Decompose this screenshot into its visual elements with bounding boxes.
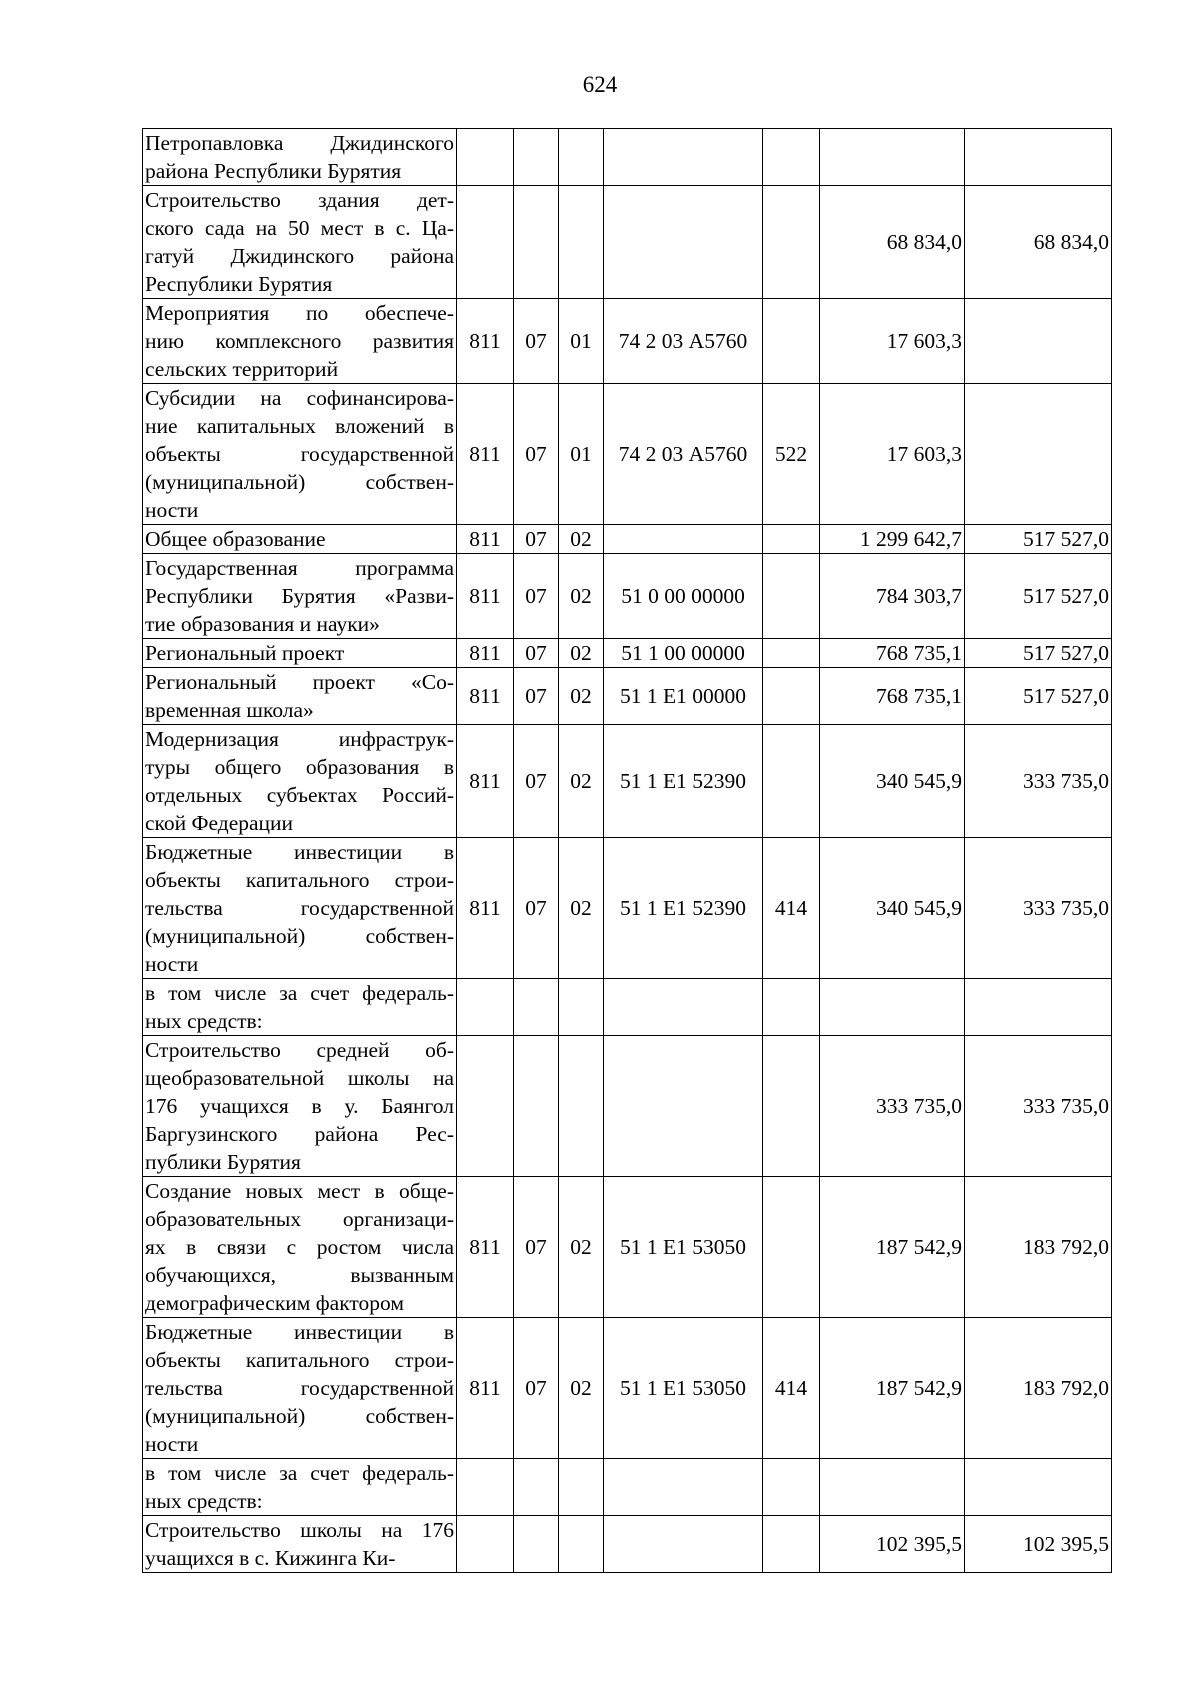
- federal-amount-cell: 517 527,0: [965, 668, 1112, 725]
- row-name-line: (муниципальной) собствен-: [145, 1404, 454, 1428]
- row-name-line: объекты капитального строи-: [145, 1348, 454, 1372]
- subsection-code-cell: 01: [559, 299, 604, 384]
- table-row: [143, 1177, 1112, 1318]
- row-name-line: ях в связи с ростом числа: [145, 1235, 454, 1259]
- admin-code-cell: 811: [457, 668, 514, 725]
- section-code-cell: [514, 129, 559, 186]
- section-code-cell: 07: [514, 1177, 559, 1318]
- table-row: [143, 725, 1112, 838]
- section-code-cell: 07: [514, 668, 559, 725]
- admin-code-cell: 811: [457, 639, 514, 668]
- section-code-cell: 07: [514, 384, 559, 525]
- row-name-line: в том числе за счет федераль-: [145, 981, 454, 1005]
- row-name-line: Государственная программа: [145, 556, 454, 580]
- expense-type-cell: [763, 725, 820, 838]
- table-body: [143, 129, 1112, 1573]
- row-name-line: ского сада на 50 мест в с. Ца-: [145, 216, 454, 240]
- admin-code-cell: 811: [457, 554, 514, 639]
- total-amount-cell: 784 303,7: [820, 554, 965, 639]
- subsection-code-cell: 02: [559, 668, 604, 725]
- federal-amount-cell: 517 527,0: [965, 525, 1112, 554]
- section-code-cell: [514, 1516, 559, 1573]
- total-amount-cell: 340 545,9: [820, 725, 965, 838]
- row-name-cell: [143, 1318, 457, 1459]
- row-name-line: Региональный проект: [145, 641, 345, 665]
- row-name-cell: [143, 1516, 457, 1573]
- target-article-cell: [604, 1036, 763, 1177]
- expense-type-cell: [763, 1459, 820, 1516]
- row-name-line: публики Бурятия: [145, 1150, 301, 1174]
- target-article-cell: [604, 1516, 763, 1573]
- row-name-line: ской Федерации: [145, 811, 294, 835]
- subsection-code-cell: 02: [559, 1177, 604, 1318]
- expense-type-cell: 414: [763, 838, 820, 979]
- subsection-code-cell: 02: [559, 525, 604, 554]
- subsection-code-cell: [559, 1036, 604, 1177]
- section-code-cell: 07: [514, 525, 559, 554]
- subsection-code-cell: 02: [559, 639, 604, 668]
- target-article-cell: 51 1 E1 52390: [604, 838, 763, 979]
- row-name-cell: [143, 1459, 457, 1516]
- row-name-line: ности: [145, 952, 199, 976]
- admin-code-cell: 811: [457, 838, 514, 979]
- federal-amount-cell: [965, 1459, 1112, 1516]
- row-name-line: отдельных субъектах Россий-: [145, 783, 454, 807]
- budget-table: [142, 128, 1112, 1573]
- row-name-line: обучающихся, вызванным: [145, 1263, 454, 1287]
- row-name-line: Мероприятия по обеспече-: [145, 301, 454, 325]
- target-article-cell: [604, 1459, 763, 1516]
- table-row: [143, 979, 1112, 1036]
- row-name-line: Строительство здания дет-: [145, 188, 454, 212]
- row-name-line: образовательных организаци-: [145, 1207, 454, 1231]
- federal-amount-cell: 183 792,0: [965, 1318, 1112, 1459]
- row-name-line: (муниципальной) собствен-: [145, 470, 454, 494]
- row-name-line: временная школа»: [145, 698, 314, 722]
- section-code-cell: 07: [514, 639, 559, 668]
- total-amount-cell: 102 395,5: [820, 1516, 965, 1573]
- row-name-line: района Республики Бурятия: [145, 159, 402, 183]
- admin-code-cell: 811: [457, 525, 514, 554]
- section-code-cell: 07: [514, 725, 559, 838]
- total-amount-cell: 768 735,1: [820, 668, 965, 725]
- total-amount-cell: [820, 979, 965, 1036]
- table-row: [143, 129, 1112, 186]
- federal-amount-cell: 333 735,0: [965, 725, 1112, 838]
- target-article-cell: [604, 525, 763, 554]
- expense-type-cell: [763, 1516, 820, 1573]
- row-name-line: ных средств:: [145, 1009, 263, 1033]
- target-article-cell: [604, 129, 763, 186]
- admin-code-cell: [457, 186, 514, 299]
- target-article-cell: 74 2 03 А5760: [604, 299, 763, 384]
- federal-amount-cell: [965, 299, 1112, 384]
- federal-amount-cell: 183 792,0: [965, 1177, 1112, 1318]
- section-code-cell: [514, 1459, 559, 1516]
- admin-code-cell: 811: [457, 384, 514, 525]
- row-name-line: сельских территорий: [145, 357, 339, 381]
- admin-code-cell: 811: [457, 299, 514, 384]
- subsection-code-cell: [559, 1516, 604, 1573]
- federal-amount-cell: 333 735,0: [965, 1036, 1112, 1177]
- section-code-cell: [514, 186, 559, 299]
- row-name-cell: [143, 554, 457, 639]
- row-name-line: Строительство средней об-: [145, 1038, 454, 1062]
- expense-type-cell: [763, 1036, 820, 1177]
- table-row: [143, 186, 1112, 299]
- row-name-line: Строительство школы на 176: [145, 1518, 454, 1542]
- row-name-line: Баргузинского района Рес-: [145, 1122, 454, 1146]
- target-article-cell: 51 1 00 00000: [604, 639, 763, 668]
- subsection-code-cell: 02: [559, 725, 604, 838]
- federal-amount-cell: 333 735,0: [965, 838, 1112, 979]
- table-row: [143, 838, 1112, 979]
- admin-code-cell: 811: [457, 1177, 514, 1318]
- row-name-line: туры общего образования в: [145, 755, 454, 779]
- row-name-line: объекты капитального строи-: [145, 868, 454, 892]
- row-name-line: Создание новых мест в обще-: [145, 1179, 454, 1203]
- row-name-line: (муниципальной) собствен-: [145, 924, 454, 948]
- target-article-cell: 51 1 E1 53050: [604, 1318, 763, 1459]
- row-name-line: демографическим фактором: [145, 1291, 404, 1315]
- table-row: [143, 1459, 1112, 1516]
- row-name-line: ных средств:: [145, 1489, 263, 1513]
- subsection-code-cell: [559, 129, 604, 186]
- row-name-line: нию комплексного развития: [145, 329, 454, 353]
- row-name-cell: [143, 299, 457, 384]
- total-amount-cell: 1 299 642,7: [820, 525, 965, 554]
- target-article-cell: [604, 979, 763, 1036]
- subsection-code-cell: [559, 1459, 604, 1516]
- admin-code-cell: 811: [457, 1318, 514, 1459]
- row-name-line: тельства государственной: [145, 1376, 454, 1400]
- expense-type-cell: [763, 554, 820, 639]
- table-row: [143, 639, 1112, 668]
- row-name-line: щеобразовательной школы на: [145, 1066, 454, 1090]
- subsection-code-cell: 01: [559, 384, 604, 525]
- target-article-cell: 51 1 E1 52390: [604, 725, 763, 838]
- section-code-cell: [514, 979, 559, 1036]
- table-row: [143, 525, 1112, 554]
- row-name-line: ности: [145, 1432, 199, 1456]
- subsection-code-cell: 02: [559, 838, 604, 979]
- admin-code-cell: [457, 1036, 514, 1177]
- row-name-line: Бюджетные инвестиции в: [145, 1320, 454, 1344]
- admin-code-cell: [457, 129, 514, 186]
- subsection-code-cell: [559, 979, 604, 1036]
- admin-code-cell: [457, 1516, 514, 1573]
- table-row: [143, 1516, 1112, 1573]
- total-amount-cell: 17 603,3: [820, 299, 965, 384]
- table-row: [143, 554, 1112, 639]
- row-name-line: гатуй Джидинского района: [145, 244, 454, 268]
- row-name-cell: [143, 668, 457, 725]
- total-amount-cell: [820, 1459, 965, 1516]
- row-name-cell: [143, 186, 457, 299]
- target-article-cell: 51 1 E1 53050: [604, 1177, 763, 1318]
- total-amount-cell: 68 834,0: [820, 186, 965, 299]
- subsection-code-cell: [559, 186, 604, 299]
- row-name-line: Региональный проект «Со-: [145, 670, 454, 694]
- row-name-line: Республики Бурятия «Разви-: [145, 584, 454, 608]
- target-article-cell: 51 0 00 00000: [604, 554, 763, 639]
- admin-code-cell: [457, 1459, 514, 1516]
- admin-code-cell: [457, 979, 514, 1036]
- expense-type-cell: [763, 1177, 820, 1318]
- row-name-line: учащихся в с. Кижинга Ки-: [145, 1546, 396, 1570]
- expense-type-cell: [763, 186, 820, 299]
- federal-amount-cell: [965, 129, 1112, 186]
- federal-amount-cell: 517 527,0: [965, 554, 1112, 639]
- expense-type-cell: [763, 525, 820, 554]
- total-amount-cell: [820, 129, 965, 186]
- section-code-cell: 07: [514, 1318, 559, 1459]
- row-name-line: Республики Бурятия: [145, 272, 333, 296]
- total-amount-cell: 333 735,0: [820, 1036, 965, 1177]
- admin-code-cell: 811: [457, 725, 514, 838]
- total-amount-cell: 187 542,9: [820, 1318, 965, 1459]
- row-name-cell: [143, 1036, 457, 1177]
- target-article-cell: 51 1 E1 00000: [604, 668, 763, 725]
- section-code-cell: 07: [514, 554, 559, 639]
- row-name-line: тельства государственной: [145, 896, 454, 920]
- row-name-cell: [143, 525, 457, 554]
- row-name-line: Общее образование: [145, 527, 326, 551]
- federal-amount-cell: [965, 979, 1112, 1036]
- section-code-cell: 07: [514, 299, 559, 384]
- expense-type-cell: 522: [763, 384, 820, 525]
- row-name-cell: [143, 838, 457, 979]
- row-name-cell: [143, 725, 457, 838]
- federal-amount-cell: 68 834,0: [965, 186, 1112, 299]
- expense-type-cell: [763, 129, 820, 186]
- federal-amount-cell: 517 527,0: [965, 639, 1112, 668]
- row-name-line: Субсидии на софинансирова-: [145, 386, 454, 410]
- row-name-cell: [143, 1177, 457, 1318]
- table-row: [143, 668, 1112, 725]
- expense-type-cell: [763, 668, 820, 725]
- section-code-cell: [514, 1036, 559, 1177]
- row-name-line: Петропавловка Джидинского: [145, 131, 454, 155]
- total-amount-cell: 340 545,9: [820, 838, 965, 979]
- row-name-line: объекты государственной: [145, 442, 454, 466]
- row-name-line: Модернизация инфраструк-: [145, 727, 454, 751]
- expense-type-cell: [763, 979, 820, 1036]
- row-name-cell: [143, 384, 457, 525]
- expense-type-cell: [763, 639, 820, 668]
- page-number: 624: [582, 72, 618, 97]
- row-name-line: ности: [145, 498, 199, 522]
- total-amount-cell: 187 542,9: [820, 1177, 965, 1318]
- table-row: [143, 1318, 1112, 1459]
- section-code-cell: 07: [514, 838, 559, 979]
- row-name-line: Бюджетные инвестиции в: [145, 840, 454, 864]
- target-article-cell: [604, 186, 763, 299]
- table-row: [143, 299, 1112, 384]
- table-row: [143, 384, 1112, 525]
- total-amount-cell: 768 735,1: [820, 639, 965, 668]
- row-name-cell: [143, 129, 457, 186]
- federal-amount-cell: 102 395,5: [965, 1516, 1112, 1573]
- subsection-code-cell: 02: [559, 554, 604, 639]
- expense-type-cell: [763, 299, 820, 384]
- row-name-line: в том числе за счет федераль-: [145, 1461, 454, 1485]
- row-name-cell: [143, 979, 457, 1036]
- row-name-line: ние капитальных вложений в: [145, 414, 454, 438]
- table-row: [143, 1036, 1112, 1177]
- row-name-line: 176 учащихся в у. Баянгол: [145, 1094, 454, 1118]
- expense-type-cell: 414: [763, 1318, 820, 1459]
- row-name-line: тие образования и науки»: [145, 612, 380, 636]
- row-name-cell: [143, 639, 457, 668]
- target-article-cell: 74 2 03 А5760: [604, 384, 763, 525]
- subsection-code-cell: 02: [559, 1318, 604, 1459]
- federal-amount-cell: [965, 384, 1112, 525]
- total-amount-cell: 17 603,3: [820, 384, 965, 525]
